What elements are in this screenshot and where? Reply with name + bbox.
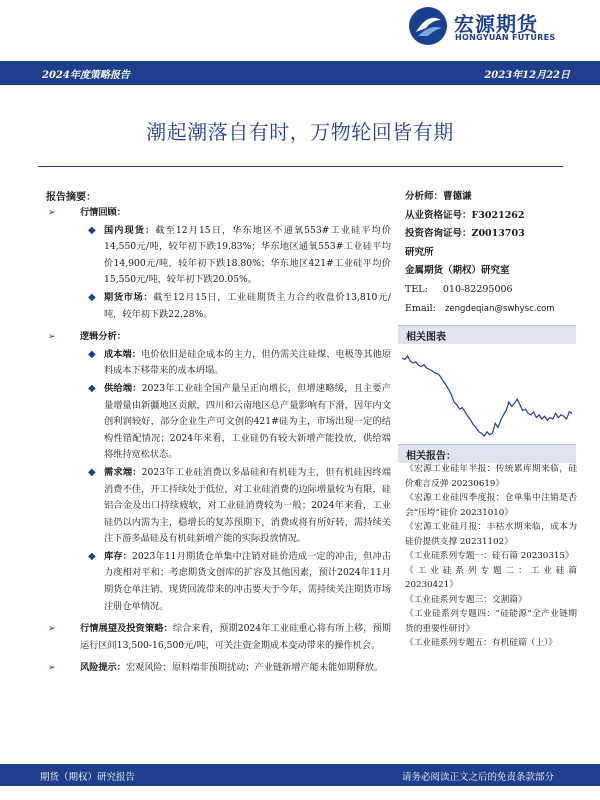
related-report-item[interactable]: 《工业硅系列专题一：硅石篇 20230315》 [405,551,574,561]
consult-label: 投资咨询证号： [405,228,472,240]
item-text: 2023年工业硅消费以多晶硅和有机硅为主，但有机硅因终端消费不佳，开工持续处于低位，对工业硅消费的边际增量较为有限，硅铝合金及出口持续疲软，对工业硅消费较为一般；2024年来看，工业硅仍以内需为主，稳增长的复苏预期下，消费或将有所好转，需持续关注下游多晶硅及有机硅新增产能的实际投放情况。 [104,466,392,545]
section-title: 行情回顾： [80,207,126,218]
footer-disclaimer: 请务必阅读正文之后的免责条款部分 [401,772,554,783]
department: 金属期货（期权）研究室 [405,265,510,277]
brand-name-cn: 宏源期货 [454,12,538,36]
page-title: 潮起潮落自有时，万物轮回皆有期 [146,120,454,144]
related-report-item[interactable]: 《宏源工业硅四季度报：仓单集中注销是否会“压垮”硅价 20231010》 [405,493,577,518]
related-reports-label: 相关报告： [406,451,456,462]
related-reports-header [398,444,576,463]
summary-label: 报告摘要： [46,192,96,203]
chart-series-group [402,356,572,436]
section-risk [46,660,391,677]
consult-number: Z0013703 [471,228,525,240]
item-text: 电价依旧是硅企成本的主力，但仍需关注硅煤、电极等其他原料成本下移带来的成本坍塌。 [104,348,392,377]
list-item [80,549,391,615]
item-label: 库存： [104,550,132,562]
header-bar [0,61,600,85]
section-market-review [46,205,391,323]
license-row [405,207,575,226]
tel-number: 010-82295006 [442,283,513,295]
bullet-icon: ◆ [88,348,96,360]
risk-label: 风险提示： [80,662,126,674]
related-reports-list [405,462,577,651]
price-chart [398,350,576,442]
item-text: 2023年11月期货仓单集中注销对硅价造成一定的冲击，但冲击力度相对平和；考虑期货文创库的扩容及其他因素，预计2024年11月期货仓单注销、现货回流带来的冲击要大于今年，需持续关注期货市场注册仓单情况。 [104,550,392,612]
item-label: 成本端： [104,348,142,360]
item-text: 截至12月15日，工业硅期货主力合约收盘价13,810元/吨，较年初下跌22.28%。 [104,291,391,320]
summary-content [46,205,391,677]
related-report-item[interactable]: 《工业硅系列专题五：有机硅篇（上）》 [405,638,558,648]
title-divider [38,166,563,167]
list-item [80,381,391,464]
list-item [80,347,391,380]
logo-mark-icon [408,6,448,46]
list-item [80,465,391,548]
bullet-icon: ◆ [88,291,96,303]
email-row [405,300,575,319]
arrow-icon: ➢ [48,663,56,674]
analyst-name: 曹德谦 [443,191,472,202]
footer-left: 期货（期权）研究报告 [40,772,136,783]
arrow-icon: ➢ [48,208,56,218]
bullet-icon: ◆ [88,224,96,236]
license-number: F3021262 [471,209,525,221]
footer-bar [0,764,600,786]
chart-series-line [402,356,572,436]
related-report-item[interactable]: 《工业硅系列专题四：“硅能源”全产业链期货的重要性研讨》 [405,609,577,634]
brand-name-en: HONGYUAN FUTURES [455,33,556,42]
bullet-icon: ◆ [88,466,96,478]
report-date: 2023年12月22日 [484,70,570,81]
related-chart-label: 相关图表 [406,332,446,343]
section-outlook [46,621,391,654]
tel-label: TEL: [405,283,428,295]
item-label: 期货市场： [104,291,154,303]
item-label: 国内现货： [104,224,156,236]
consult-row [405,225,575,244]
section-title: 逻辑分析： [80,331,126,343]
list-item [80,223,391,289]
report-type: 2024年度策略报告 [42,70,130,81]
email-label: Email: [405,302,436,314]
outlook-label: 行情展望及投资策略： [80,623,173,635]
related-chart-header [398,325,576,344]
license-label: 从业资格证号： [405,209,472,221]
related-report-item[interactable]: 《宏源工业硅年半报：传统累库期来临，硅价难言反弹 20230619》 [405,464,577,489]
email-link[interactable]: zengdeqian@swhysc.com [444,303,555,314]
outlook-text: 综合来看，预期2024年工业硅重心将有所上移，预期运行区间13,500-16,500元/吨，可关注资金期成本变动带来的操作机会。 [80,623,391,651]
item-text: 2023年工业硅全国产量呈正向增长，但增速略缓，且主要产量增量由新疆地区贡献，四川和云南地区总产量影响有下滑，因年内文创利润较好，部分企业生产可文创的421#硅为主，市场出现一定的结构性错配情况；2024年来看，工业硅仍有较大新增产能投放，供给端将维持宽松状态。 [104,382,392,461]
related-report-item[interactable]: 《工业硅系列专题三：交割篇》 [405,594,527,605]
arrow-icon: ➢ [48,332,56,343]
section-logic-analysis [46,329,391,615]
brand-logo [408,6,590,46]
item-label: 需求端： [104,466,142,478]
related-report-item[interactable]: 《工业硅系列专题二：工业硅篇 20230421》 [405,565,577,590]
arrow-icon: ➢ [48,624,56,635]
item-label: 供给端： [104,382,142,394]
analyst-panel [405,188,575,318]
list-item [80,290,391,323]
related-report-item[interactable]: 《宏源工业硅月报：丰枯水期来临，成本为硅价提供支撑 20231102》 [405,522,577,547]
tel-row [405,281,575,300]
item-text: 截至12月15日，华东地区不通氧553#工业硅平均价14,550元/吨，较年初下跌19.83%；华东地区通氧553#工业硅平均价14,900元/吨，较年初下跌18.80%；华东地区421#工业硅平均价15,550元/吨，较年初下跌20.05%。 [104,224,391,286]
analyst-label: 分析师： [405,191,444,202]
analyst-row [405,188,575,207]
institute: 研究所 [405,246,434,258]
bullet-icon: ◆ [88,382,96,394]
bullet-icon: ◆ [88,550,96,562]
risk-text: 宏观风险；原料端非预期扰动；产业链新增产能未能如期释放。 [125,662,384,674]
